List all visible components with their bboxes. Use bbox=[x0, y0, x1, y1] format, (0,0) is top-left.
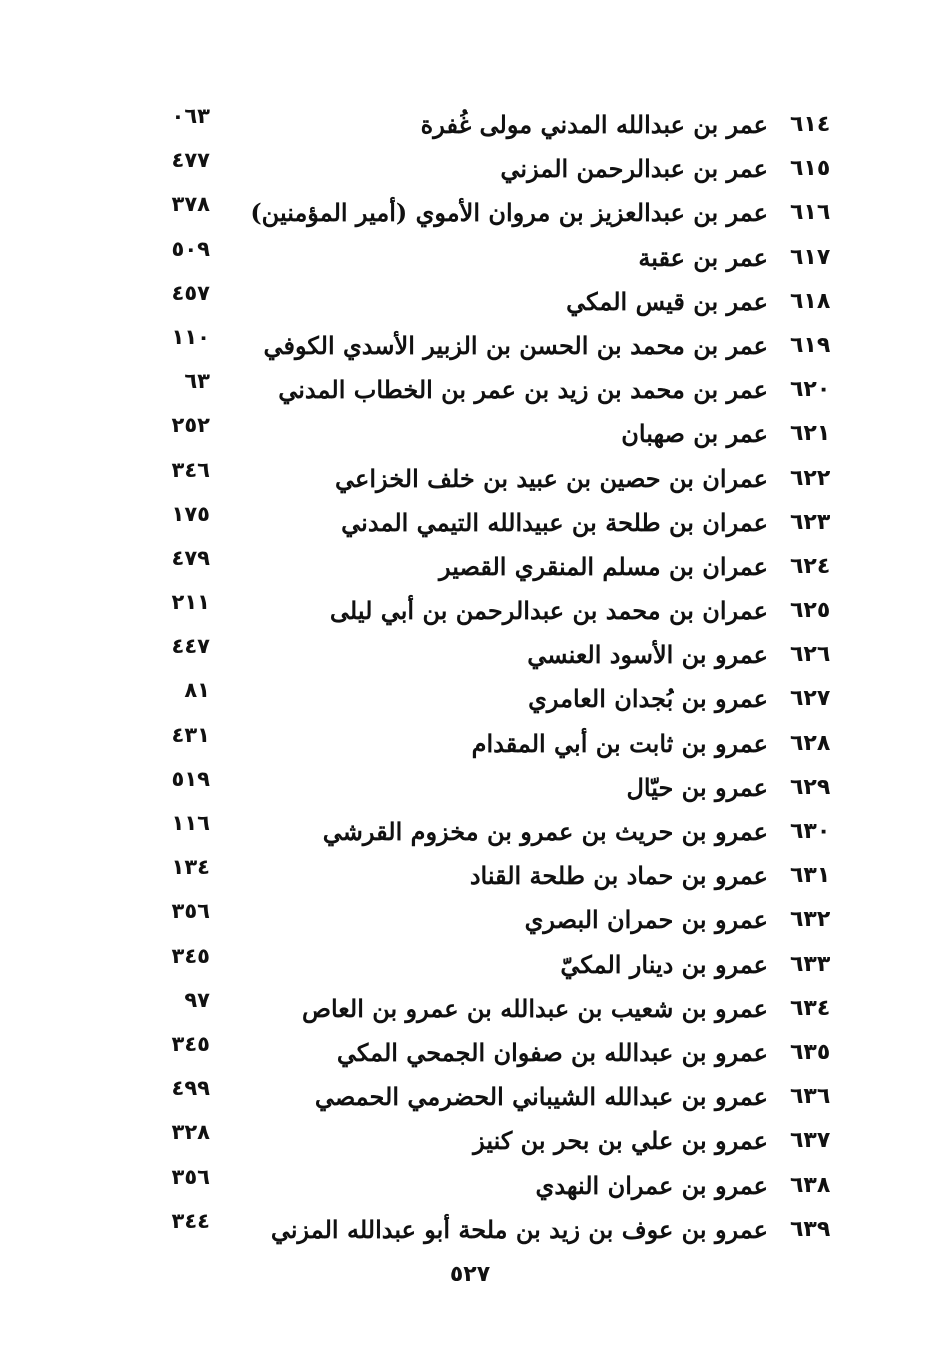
entry-name: عمرو بن بُجدان العامري bbox=[528, 684, 768, 714]
entry-name: عمر بن عبدالرحمن المزني bbox=[500, 154, 768, 184]
entry-page-reference: ٤٥٧ bbox=[171, 280, 210, 305]
entry-number: ٦٢١ bbox=[790, 421, 831, 447]
entry-page-reference: ٣٢٨ bbox=[171, 1120, 210, 1145]
entry-number: ٦٢٤ bbox=[790, 553, 831, 579]
entry-number: ٦٢٣ bbox=[790, 509, 831, 535]
entry-number: ٦٢٥ bbox=[790, 598, 831, 624]
entry-number: ٦٣٨ bbox=[790, 1172, 831, 1198]
entry-page-reference: ١١٠ bbox=[171, 324, 210, 349]
entry-name: عمر بن قيس المكي bbox=[566, 286, 768, 316]
entry-page-reference: ٤٣١ bbox=[171, 722, 210, 747]
index-entry bbox=[0, 988, 948, 1032]
entry-number: ٦٢٨ bbox=[790, 730, 831, 756]
entry-page-reference: ٣٤٥ bbox=[171, 943, 210, 968]
index-entry bbox=[0, 1076, 948, 1120]
index-entry bbox=[0, 192, 948, 236]
entry-page-reference: ٢٥٢ bbox=[171, 413, 210, 438]
entry-page-reference: ٤٤٧ bbox=[171, 634, 210, 659]
entry-page-reference: ٣٤٤ bbox=[171, 1208, 210, 1233]
entry-page-reference: ٦٣ bbox=[184, 369, 210, 394]
index-entry bbox=[0, 281, 948, 325]
entry-number: ٦٢٠ bbox=[790, 377, 831, 403]
entry-page-reference: ٢١١ bbox=[171, 590, 210, 615]
index-entry bbox=[0, 723, 948, 767]
entry-name: عمر بن محمد بن الحسن بن الزبير الأسدي الكوفي bbox=[263, 330, 768, 360]
entry-name: عمرو بن الأسود العنسي bbox=[527, 640, 768, 670]
entry-number: ٦٢٩ bbox=[790, 774, 831, 800]
entry-number: ٦٢٢ bbox=[790, 465, 831, 491]
entry-number: ٦٣٧ bbox=[790, 1128, 831, 1154]
entry-page-reference: ٥١٩ bbox=[171, 766, 210, 791]
entry-name: عمرو بن شعيب بن عبدالله بن عمرو بن العاص bbox=[301, 993, 768, 1023]
index-entry bbox=[0, 590, 948, 634]
entry-number: ٦٢٧ bbox=[790, 686, 831, 712]
index-entry bbox=[0, 1165, 948, 1209]
index-entry bbox=[0, 767, 948, 811]
index-entry bbox=[0, 458, 948, 502]
entry-page-reference: ٣٤٦ bbox=[171, 457, 210, 482]
index-entry bbox=[0, 899, 948, 943]
index-entry bbox=[0, 325, 948, 369]
entry-name: عمر بن صهبان bbox=[621, 419, 768, 449]
entry-number: ٦١٥ bbox=[790, 156, 831, 182]
index-entry bbox=[0, 1120, 948, 1164]
entry-name: عمران بن طلحة بن عبيدالله التيمي المدني bbox=[341, 507, 768, 537]
entry-number: ٦٢٦ bbox=[790, 642, 831, 668]
entry-name: عمر بن عقبة bbox=[638, 242, 768, 272]
entry-page-reference: ٩٧ bbox=[184, 987, 210, 1012]
entry-number: ٦١٩ bbox=[790, 332, 831, 358]
entry-number: ٦٣٥ bbox=[790, 1039, 831, 1065]
entry-number: ٦١٧ bbox=[790, 244, 831, 270]
index-entry bbox=[0, 413, 948, 457]
index-entry bbox=[0, 237, 948, 281]
entry-page-reference: ٤٧٧ bbox=[171, 148, 210, 173]
index-entry bbox=[0, 678, 948, 722]
entry-page-reference: ٣٥٦ bbox=[171, 899, 210, 924]
entry-name: عمر بن عبدالعزيز بن مروان الأموي (أمير المؤمنين) bbox=[250, 198, 768, 228]
entry-page-reference: ١١٦ bbox=[171, 811, 210, 835]
entry-number: ٦٣٣ bbox=[790, 951, 831, 977]
entry-number: ٦٣٠ bbox=[790, 819, 831, 844]
index-entry bbox=[0, 855, 948, 899]
index-entry bbox=[0, 148, 948, 192]
entry-name: عمرو بن حيّال bbox=[626, 772, 768, 802]
entry-name: عمرو بن حريث بن عمرو بن مخزوم القرشي bbox=[322, 817, 768, 846]
index-entry bbox=[0, 1209, 948, 1253]
entry-page-reference: ٣٧٨ bbox=[171, 192, 210, 217]
index-entry bbox=[0, 502, 948, 546]
entry-name: عمرو بن حمران البصري bbox=[524, 905, 768, 935]
index-entry bbox=[0, 811, 948, 855]
index-entry bbox=[0, 944, 948, 988]
entry-page-reference: ٥٠٩ bbox=[171, 236, 210, 261]
index-entry bbox=[0, 634, 948, 678]
index-entry bbox=[0, 369, 948, 413]
entry-name: عمر بن محمد بن زيد بن عمر بن الخطاب المدني bbox=[278, 375, 768, 405]
entry-number: ٦٣٩ bbox=[790, 1216, 831, 1242]
entry-name: عمرو بن عمران النهدي bbox=[535, 1170, 768, 1200]
entry-name: عمرو بن علي بن بحر بن كنيز bbox=[473, 1126, 768, 1156]
entry-name: عمرو بن عبدالله بن صفوان الجمحي المكي bbox=[336, 1037, 768, 1067]
page-number: ٥٢٧ bbox=[449, 1262, 491, 1287]
entry-page-reference: ٨١ bbox=[184, 678, 210, 703]
index-entry bbox=[0, 1032, 948, 1076]
entry-name: عمرو بن عوف بن زيد بن ملحة أبو عبدالله المزني bbox=[270, 1214, 768, 1244]
entry-name: عمران بن مسلم المنقري القصير bbox=[439, 551, 768, 581]
entry-name: عمران بن محمد بن عبدالرحمن بن أبي ليلى bbox=[329, 596, 768, 626]
entry-number: ٦١٨ bbox=[790, 288, 831, 314]
entry-page-reference: ٤٩٩ bbox=[171, 1076, 210, 1101]
entry-name: عمرو بن حماد بن طلحة القناد bbox=[469, 861, 768, 891]
entry-name: عمرو بن دينار المكيّ bbox=[560, 949, 768, 979]
entry-number: ٦٣٢ bbox=[790, 907, 831, 933]
entry-number: ٦٣٤ bbox=[790, 995, 831, 1021]
entry-number: ٦١٦ bbox=[790, 200, 831, 226]
entry-page-reference: ٣٥٦ bbox=[171, 1164, 210, 1189]
entry-page-reference: ١٧٥ bbox=[171, 501, 210, 526]
entry-page-reference: ٤٧٩ bbox=[171, 545, 210, 570]
entry-page-reference: ٠٦٣ bbox=[171, 104, 210, 128]
entry-page-reference: ١٣٤ bbox=[171, 855, 210, 880]
index-entry bbox=[0, 104, 948, 148]
entry-number: ٦٣١ bbox=[790, 863, 831, 889]
entry-name: عمر بن عبدالله المدني مولى غُفرة bbox=[420, 110, 768, 139]
entry-number: ٦٣٦ bbox=[790, 1084, 831, 1110]
index-entry bbox=[0, 546, 948, 590]
entry-name: عمران بن حصين بن عبيد بن خلف الخزاعي bbox=[335, 463, 768, 493]
index-list bbox=[0, 104, 948, 1253]
entry-name: عمرو بن عبدالله الشيباني الحضرمي الحمصي bbox=[314, 1082, 768, 1112]
entry-number: ٦١٤ bbox=[790, 112, 831, 137]
entry-name: عمرو بن ثابت بن أبي المقدام bbox=[471, 728, 768, 758]
entry-page-reference: ٣٤٥ bbox=[171, 1031, 210, 1056]
